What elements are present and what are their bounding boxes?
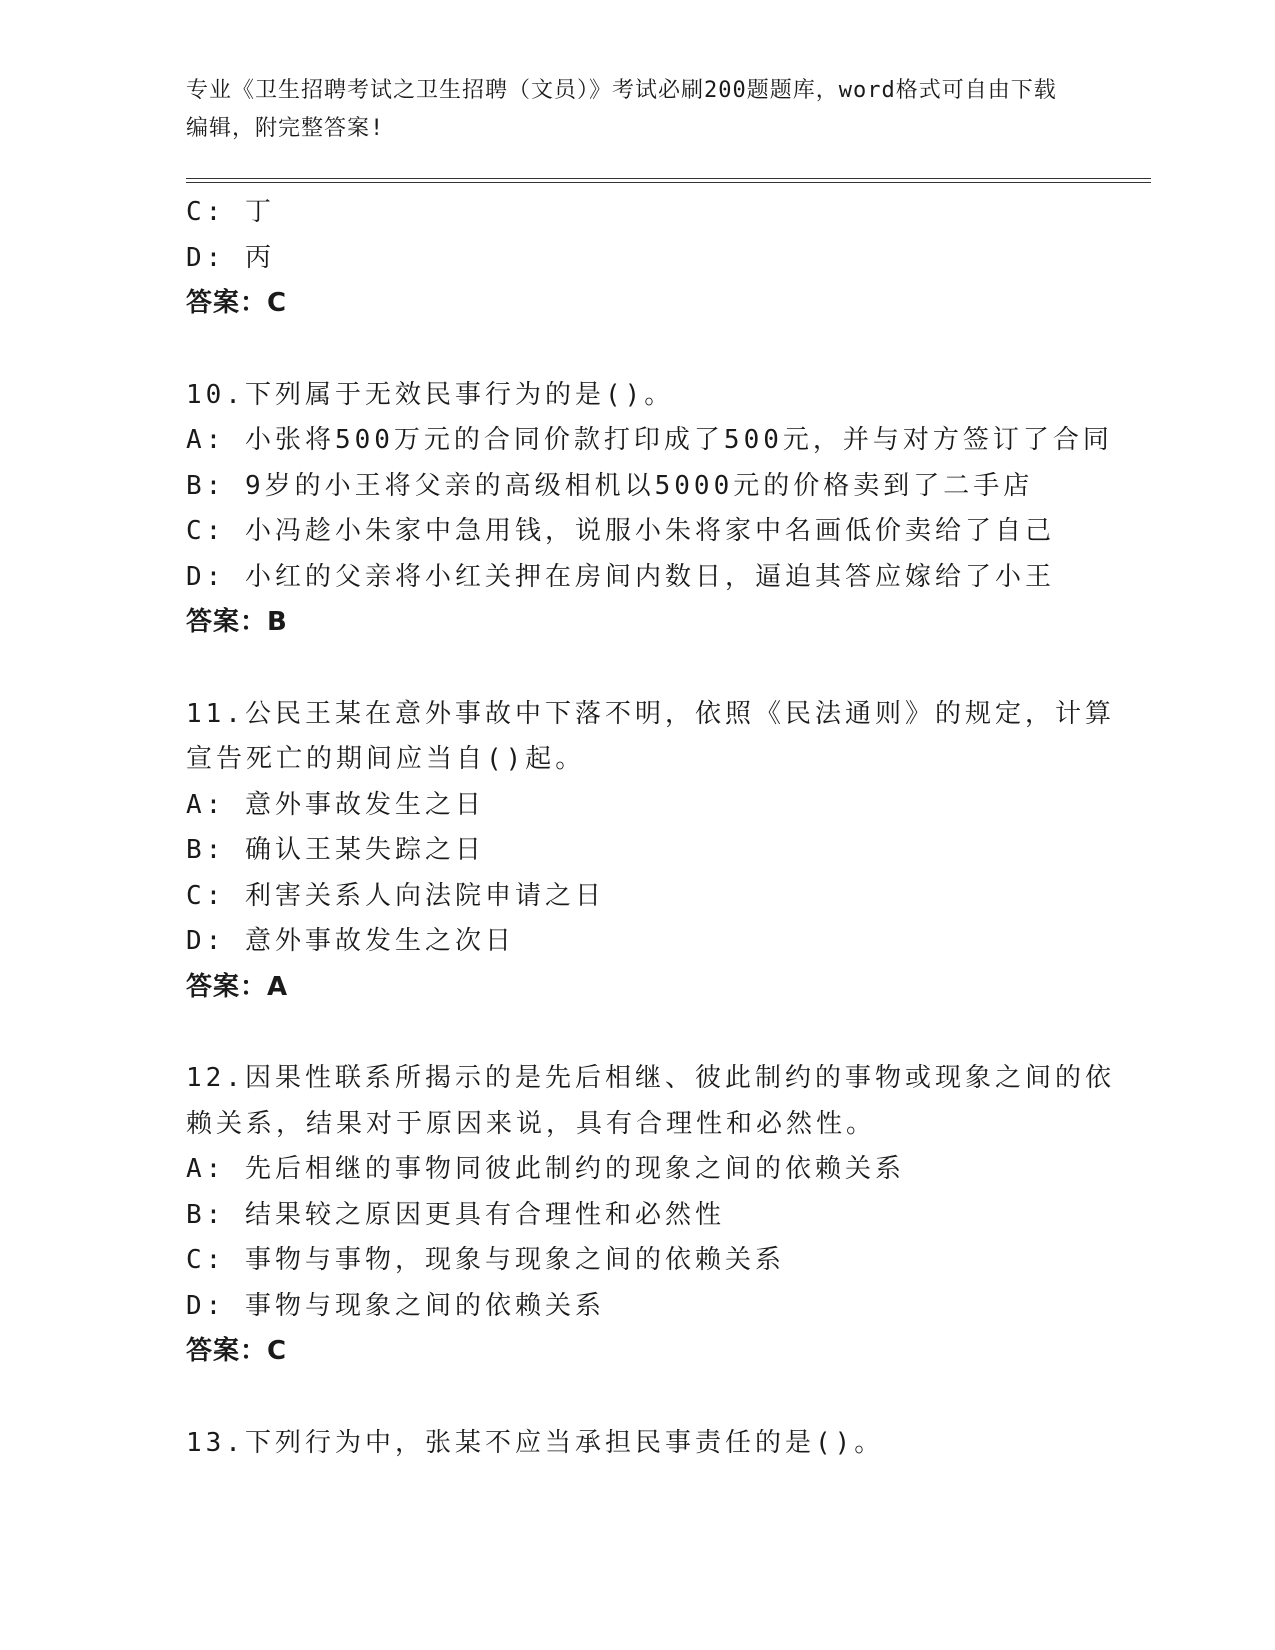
answer-label: 答案： (186, 607, 268, 637)
answer-value: B (267, 607, 288, 637)
spacer (186, 327, 1086, 373)
spacer (186, 1010, 1086, 1056)
question-9-partial (186, 190, 1086, 327)
question-12 (186, 1056, 1115, 1375)
answer-line (186, 281, 1086, 327)
option-d: D: 意外事故发生之次日 (186, 926, 515, 956)
answer-label: 答案： (186, 288, 268, 318)
option-a: A: 先后相继的事物同彼此制约的现象之间的依赖关系 (186, 1154, 905, 1184)
spacer (186, 646, 1086, 692)
option-c: C: 丁 (186, 197, 275, 227)
question-stem: 11.公民王某在意外事故中下落不明，依照《民法通则》的规定，计算 (186, 698, 1115, 729)
question-stem-continued: 赖关系，结果对于原因来说，具有合理性和必然性。 (186, 1108, 877, 1139)
question-11 (186, 692, 1115, 1011)
option-c: C: 事物与事物，现象与现象之间的依赖关系 (186, 1245, 785, 1275)
answer-line (186, 1329, 1086, 1375)
option-d: D: 小红的父亲将小红关押在房间内数日，逼迫其答应嫁给了小王 (186, 561, 1055, 592)
answer-line (186, 965, 1086, 1011)
question-stem: 13.下列行为中，张某不应当承担民事责任的是()。 (186, 1427, 885, 1458)
answer-label: 答案： (186, 1336, 268, 1366)
header-divider (186, 178, 1151, 183)
option-b: B: 结果较之原因更具有合理性和必然性 (186, 1199, 725, 1230)
option-d: D: 事物与现象之间的依赖关系 (186, 1290, 605, 1321)
option-d: D: 丙 (186, 242, 275, 273)
answer-value: A (267, 971, 289, 1002)
option-b: B: 9岁的小王将父亲的高级相机以5000元的价格卖到了二手店 (186, 470, 1034, 501)
option-b: B: 确认王某失踪之日 (186, 835, 485, 865)
question-stem: 10.下列属于无效民事行为的是()。 (186, 379, 675, 410)
option-c: C: 利害关系人向法院申请之日 (186, 880, 605, 911)
answer-value: C (267, 1336, 288, 1366)
spacer (186, 1375, 1086, 1421)
answer-label: 答案： (186, 971, 268, 1002)
question-13 (186, 1421, 1086, 1467)
option-c: C: 小冯趁小朱家中急用钱，说服小朱将家中名画低价卖给了自己 (186, 516, 1055, 546)
option-a: A: 意外事故发生之日 (186, 789, 485, 820)
answer-line (186, 600, 1086, 646)
question-stem: 12.因果性联系所揭示的是先后相继、彼此制约的事物或现象之间的依 (186, 1063, 1115, 1093)
question-content (186, 190, 1115, 1466)
answer-value: C (267, 288, 288, 318)
question-stem-continued: 宣告死亡的期间应当自()起。 (186, 744, 586, 774)
page-header-title: 专业《卫生招聘考试之卫生招聘（文员）》考试必刷200题题库，word格式可自由下载编辑，附完整答案! (186, 78, 1057, 141)
option-a: A: 小张将500万元的合同价款打印成了500元，并与对方签订了合同 (186, 425, 1113, 455)
question-10 (186, 373, 1113, 646)
